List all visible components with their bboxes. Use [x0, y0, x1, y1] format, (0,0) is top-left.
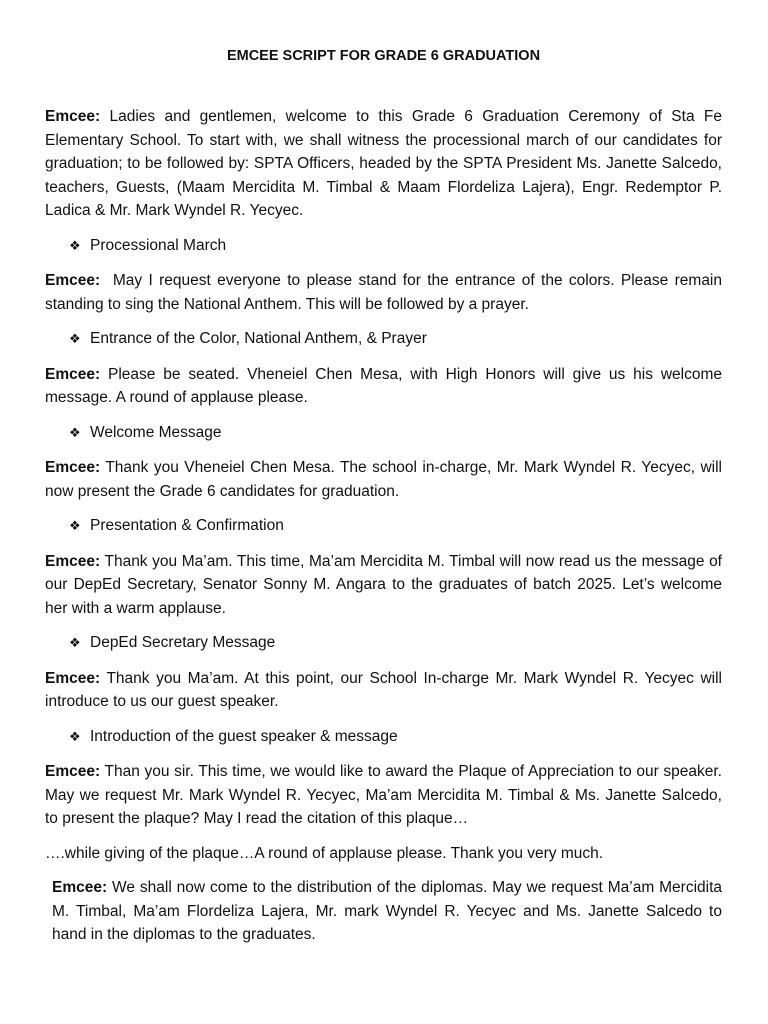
speaker-label: Emcee:	[45, 669, 101, 687]
emcee-paragraph	[45, 269, 727, 316]
paragraph-text: Thank you Ma’am. At this point, our School In-charge Mr. Mark Wyndel R. Yecyec will introduce to us our guest speaker.	[45, 669, 727, 710]
program-item-label: DepEd Secretary Message	[90, 634, 276, 651]
paragraph-text: Ladies and gentlemen, welcome to this Grade 6 Graduation Ceremony of Sta Fe Elementary School. To start with, we shall witness the processional march of our candidates for graduation; to be followed by: SPTA Officers, headed by the SPTA President Ms. Janette Salcedo, teachers, Guests, (Maam Mercidita M. Timbal & Maam Flordeliza Lajera), Engr. Redemptor P. Ladica & Mr. Mark Wyndel R. Yecyec.	[45, 108, 727, 219]
emcee-paragraph	[45, 363, 727, 410]
program-item	[45, 327, 722, 352]
script-body	[45, 105, 727, 947]
diamond-bullet-icon: ❖	[69, 425, 81, 441]
document-title: EMCEE SCRIPT FOR GRADE 6 GRADUATION	[226, 48, 541, 64]
program-item-label: Entrance of the Color, National Anthem, & Prayer	[90, 330, 427, 347]
emcee-paragraph	[45, 667, 727, 714]
diamond-bullet-icon: ❖	[69, 636, 81, 651]
emcee-paragraph	[45, 876, 727, 947]
speaker-label: Emcee:	[45, 763, 101, 780]
emcee-paragraph	[45, 456, 727, 503]
emcee-paragraph	[45, 842, 722, 866]
program-item-label: Welcome Message	[90, 423, 222, 441]
paragraph-text: Thank you Ma’am. This time, Ma’am Mercidita M. Timbal will now read us the message of our DepEd Secretary, Senator Sonny M. Angara to the graduates of batch 2025. Let’s welcome her with a warm applause.	[45, 552, 727, 617]
emcee-paragraph	[45, 105, 727, 223]
paragraph-text: ….while giving of the plaque…A round of applause please. Thank you very much.	[45, 844, 604, 862]
program-item	[45, 725, 722, 750]
speaker-label: Emcee:	[45, 459, 101, 476]
speaker-label: Emcee:	[45, 108, 101, 125]
program-item	[45, 514, 722, 539]
emcee-paragraph	[45, 760, 727, 831]
paragraph-text: May I request everyone to please stand for the entrance of the colors. Please remain standing to sing the National Anthem. This will be followed by a prayer.	[45, 272, 727, 313]
speaker-label: Emcee:	[45, 365, 101, 383]
speaker-label: Emcee:	[45, 552, 101, 570]
diamond-bullet-icon: ❖	[69, 729, 81, 745]
paragraph-text: Than you sir. This time, we would like to award the Plaque of Appreciation to our speaker. May we request Mr. Mark Wyndel R. Yecyec, Ma’am Mercidita M. Timbal & Ms. Janette Salcedo, to present the plaque? May I read the citation of this plaque…	[45, 763, 727, 827]
emcee-paragraph	[45, 550, 727, 621]
program-item	[45, 631, 722, 656]
diamond-bullet-icon: ❖	[69, 519, 81, 534]
diamond-bullet-icon: ❖	[69, 238, 81, 254]
program-item-label: Processional March	[90, 236, 227, 254]
paragraph-text: Please be seated. Vheneiel Chen Mesa, with High Honors will give us his welcome message. A round of applause please.	[45, 365, 727, 406]
program-item	[45, 421, 722, 446]
speaker-label: Emcee:	[45, 272, 101, 289]
paragraph-text: We shall now come to the distribution of the diplomas. May we request Ma’am Mercidita M. Timbal, Ma’am Flordeliza Lajera, Mr. mark Wyndel R. Yecyec and Ms. Janette Salcedo to hand in the diplomas to the graduates.	[52, 879, 727, 943]
diamond-bullet-icon: ❖	[69, 332, 81, 347]
program-item	[45, 234, 722, 259]
paragraph-text: Thank you Vheneiel Chen Mesa. The school in-charge, Mr. Mark Wyndel R. Yecyec, will now present the Grade 6 candidates for graduation.	[45, 459, 727, 500]
program-item-label: Presentation & Confirmation	[90, 517, 284, 534]
speaker-label: Emcee:	[52, 879, 108, 896]
program-item-label: Introduction of the guest speaker & message	[90, 727, 398, 745]
